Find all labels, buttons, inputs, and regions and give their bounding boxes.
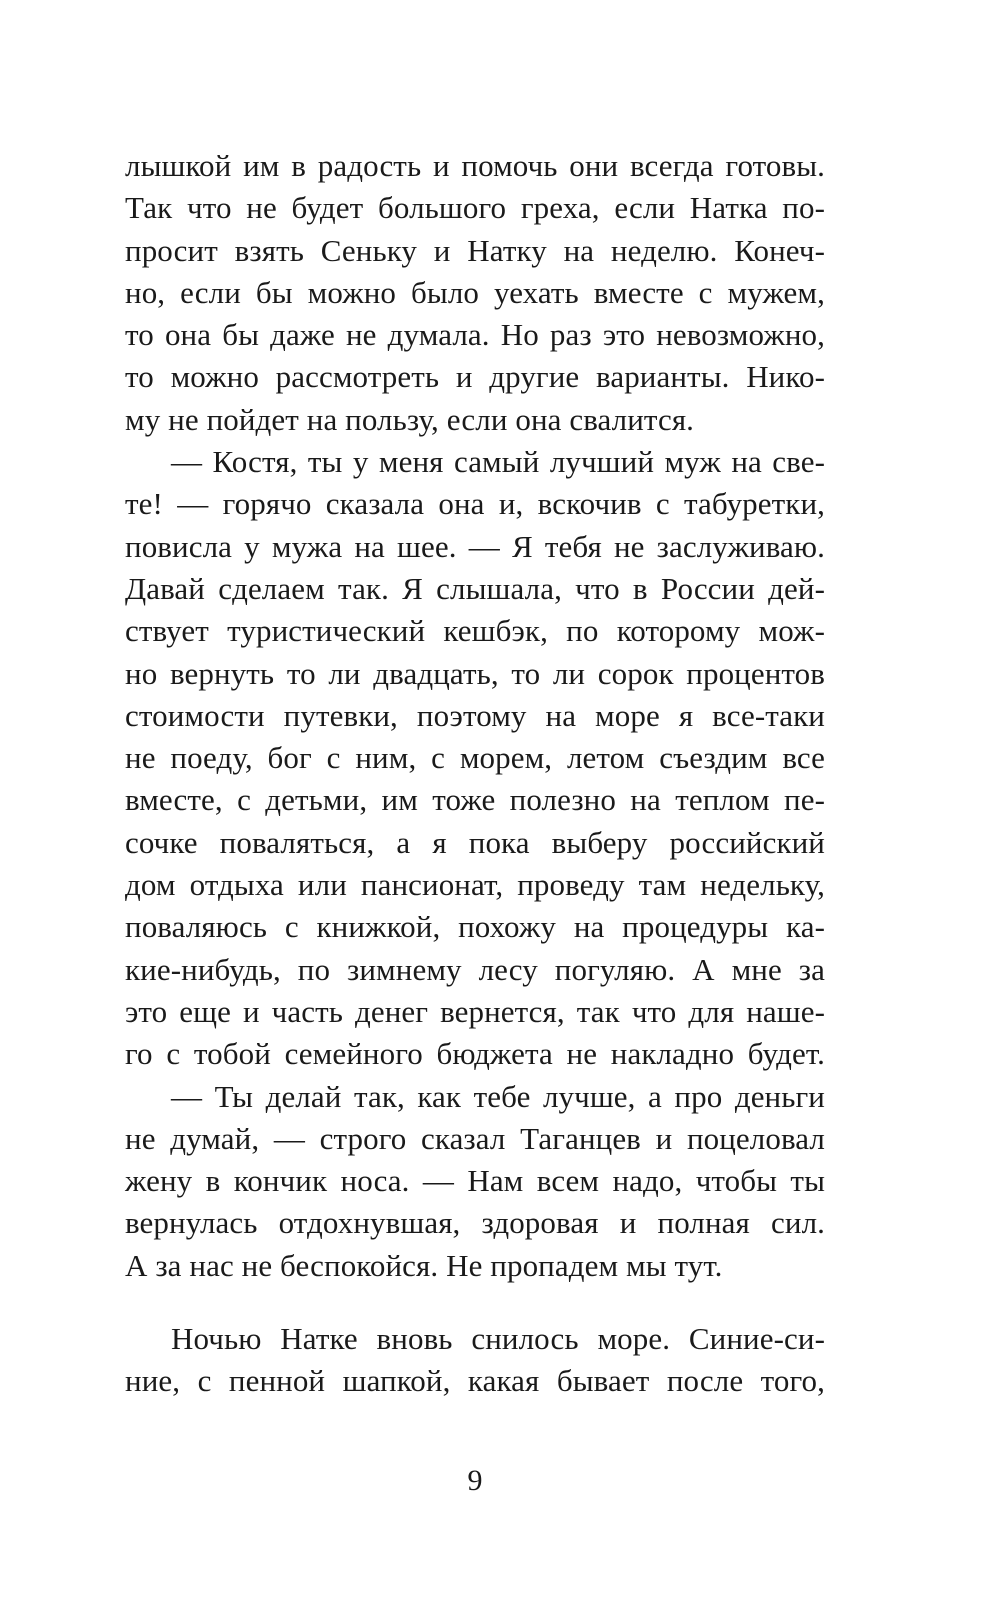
text-line: Давай сделаем так. Я слышала, что в России дей- xyxy=(125,570,825,606)
paragraph-3 xyxy=(125,1076,825,1287)
text-line: поваляюсь с книжкой, похожу на процедуры ка- xyxy=(125,909,825,945)
text-line: не поеду, бог с ним, с морем, летом съездим все xyxy=(125,740,825,776)
paragraph-4 xyxy=(125,1318,825,1403)
text-line: не думай, — строго сказал Таганцев и поцеловал xyxy=(125,1120,825,1156)
text-line: кие-нибудь, по зимнему лесу погуляю. А мне за xyxy=(125,951,825,987)
text-line: стоимости путевки, поэтому на море я все-таки xyxy=(125,697,825,733)
text-line: ние, с пенной шапкой, какая бывает после того, xyxy=(125,1363,825,1399)
text-line: но, если бы можно было уехать вместе с мужем, xyxy=(125,274,825,310)
text-line: повисла у мужа на шее. — Я тебя не заслуживаю. xyxy=(125,528,825,564)
text-line: Так что не будет большого греха, если Натка по- xyxy=(125,190,825,226)
text-line: то она бы даже не думала. Но раз это невозможно, xyxy=(125,317,825,353)
main-text xyxy=(125,145,825,1287)
text-line: вместе, с детьми, им тоже полезно на теплом пе- xyxy=(125,782,825,818)
text-line: ствует туристический кешбэк, по которому мож- xyxy=(125,613,825,649)
text-line: лышкой им в радость и помочь они всегда готовы. xyxy=(125,148,825,183)
paragraph-1 xyxy=(125,145,825,441)
text-line: сочке поваляться, а я пока выберу российский xyxy=(125,824,825,860)
text-line: — Костя, ты у меня самый лучший муж на све- xyxy=(171,444,825,480)
text-line: Ночью Натке вновь снилось море. Синие-си- xyxy=(171,1321,825,1356)
text-line: — Ты делай так, как тебе лучше, а про деньги xyxy=(171,1078,825,1114)
text-line: го с тобой семейного бюджета не накладно будет. xyxy=(125,1036,825,1072)
text-line: А за нас не беспокойся. Не пропадем мы тут. xyxy=(125,1247,723,1283)
text-line: дом отдыха или пансионат, проведу там недельку, xyxy=(125,867,825,903)
text-line: просит взять Сеньку и Натку на неделю. Конеч- xyxy=(125,232,825,268)
section-text xyxy=(125,1318,825,1403)
text-line: то можно рассмотреть и другие варианты. Нико- xyxy=(125,359,825,395)
text-line: вернулась отдохнувшая, здоровая и полная сил. xyxy=(125,1205,825,1241)
text-line: те! — горячо сказала она и, вскочив с табуретки, xyxy=(125,486,825,522)
text-line: но вернуть то ли двадцать, то ли сорок процентов xyxy=(125,655,825,691)
text-line: му не пойдет на пользу, если она свалится. xyxy=(125,401,695,437)
text-line: это еще и часть денег вернется, так что для наше- xyxy=(125,993,825,1029)
text-line: жену в кончик носа. — Нам всем надо, чтобы ты xyxy=(125,1163,825,1199)
paragraph-2 xyxy=(125,441,825,1075)
page-number: 9 xyxy=(467,1464,483,1497)
